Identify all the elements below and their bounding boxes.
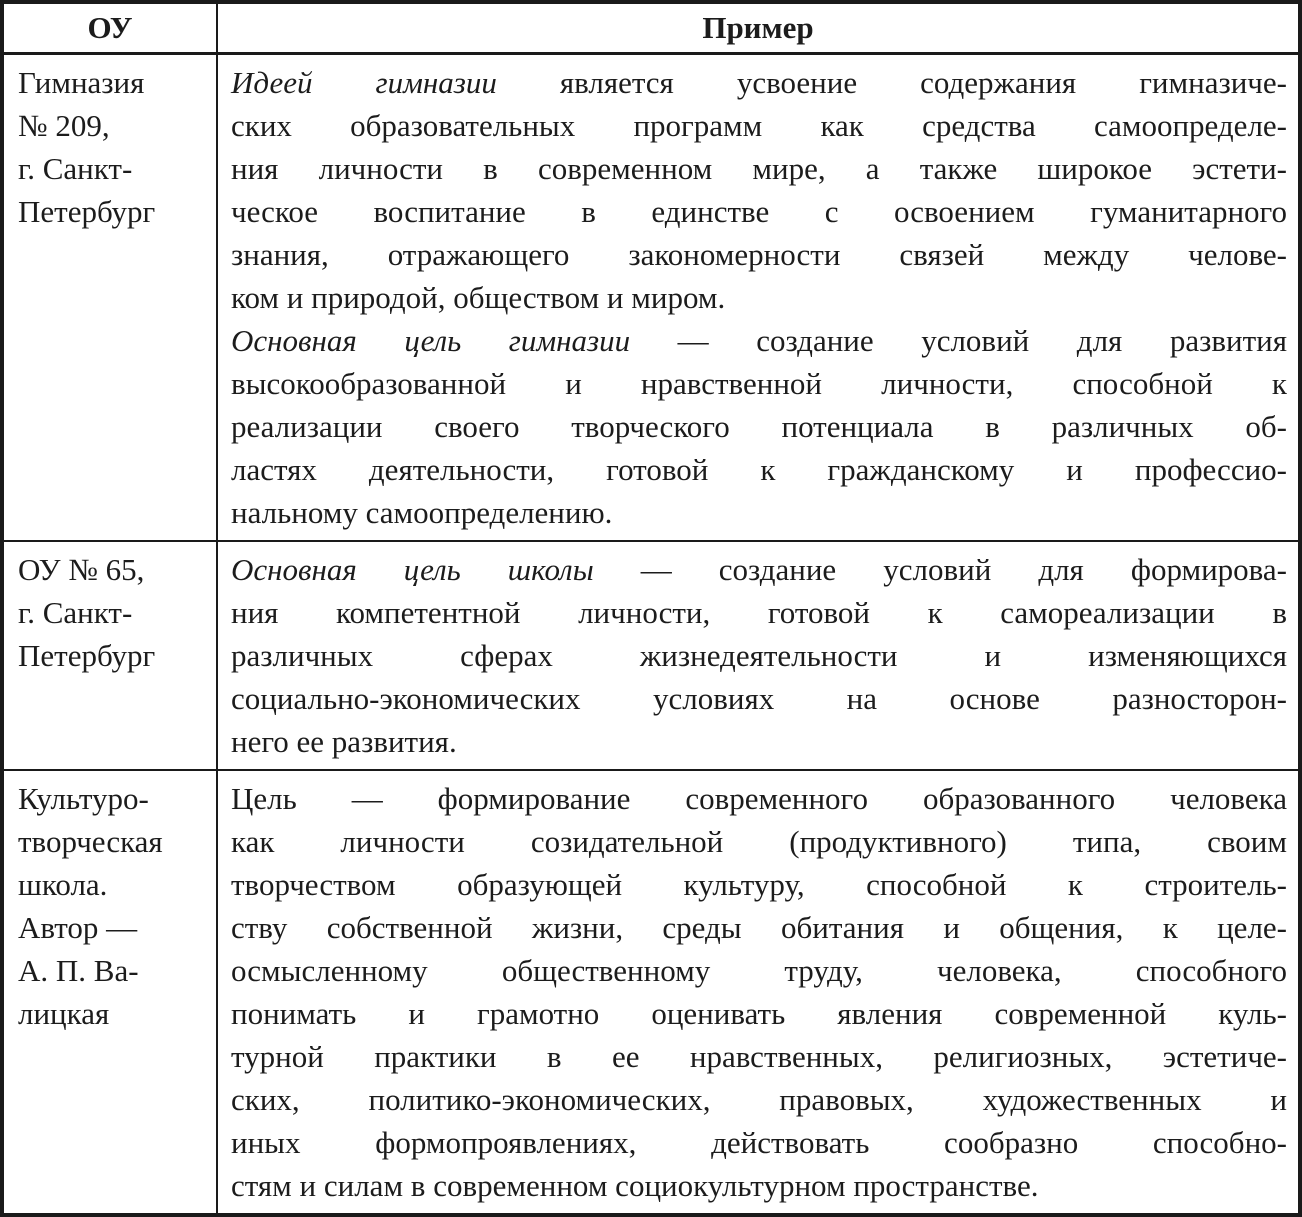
text-line <box>231 548 1287 591</box>
text-line: понимать и грамотно оценивать явления современной куль- <box>231 996 1287 1031</box>
text-line: турной практики в ее нравственных, религиозных, эстетиче- <box>231 1039 1287 1074</box>
institution-line: г. Санкт- <box>18 151 133 186</box>
institution-line: Петербург <box>18 638 156 673</box>
text-line: ния компетентной личности, готовой к самореализации в <box>231 595 1287 630</box>
institution-line: А. П. Ва- <box>18 953 139 988</box>
paragraph <box>231 548 1287 763</box>
line-text: — создание условий для формирова- <box>593 552 1287 587</box>
text-line: как личности созидательной (продуктивного) типа, своим <box>231 824 1287 859</box>
paragraph <box>231 319 1287 534</box>
line-text: — создание условий для развития <box>630 323 1287 358</box>
text-line: ству собственной жизни, среды обитания и общения, к целе- <box>231 910 1287 945</box>
text-line: стям и силам в современном социокультурном пространстве. <box>231 1168 1039 1203</box>
text-line: нальному самоопределению. <box>231 495 613 530</box>
italic-lead: Основная цель школы <box>231 552 594 587</box>
institution-line: школа. <box>18 867 108 902</box>
column-header-example: Пример <box>217 2 1300 54</box>
example-cell <box>217 770 1300 1215</box>
institution-cell <box>2 54 217 542</box>
text-line <box>231 319 1287 362</box>
institution-line: № 209, <box>18 108 110 143</box>
paragraph <box>231 777 1287 1207</box>
text-line: знания, отражающего закономерности связей между челове- <box>231 237 1287 272</box>
text-line: реализации своего творческого потенциала в различных об- <box>231 409 1287 444</box>
table-row <box>2 541 1300 770</box>
text-line: ластях деятельности, готовой к гражданскому и профессио- <box>231 452 1287 487</box>
example-cell <box>217 54 1300 542</box>
line-text: является усвоение содержания гимназиче- <box>496 65 1287 100</box>
institution-line: Гимназия <box>18 65 145 100</box>
italic-lead: Идеей гимназии <box>231 65 497 100</box>
text-line <box>231 61 1287 104</box>
institution-line: лицкая <box>18 996 110 1031</box>
text-line: творчеством образующей культуру, способной к строитель- <box>231 867 1287 902</box>
table-row <box>2 54 1300 542</box>
text-line: высокообразованной и нравственной личности, способной к <box>231 366 1287 401</box>
text-line: ческое воспитание в единстве с освоением гуманитарного <box>231 194 1287 229</box>
table-row <box>2 770 1300 1215</box>
institution-line: Культуро- <box>18 781 149 816</box>
text-line: социально-экономических условиях на основе разносторон- <box>231 681 1287 716</box>
institution-line: творческая <box>18 824 163 859</box>
text-line: ком и природой, обществом и миром. <box>231 280 726 315</box>
text-line: ния личности в современном мире, а также широкое эстети- <box>231 151 1287 186</box>
institution-cell <box>2 770 217 1215</box>
italic-lead: Основная цель гимназии <box>231 323 631 358</box>
institution-line: г. Санкт- <box>18 595 133 630</box>
column-header-ou: ОУ <box>2 2 217 54</box>
text-line: иных формопроявлениях, действовать сообразно способно- <box>231 1125 1287 1160</box>
institution-cell <box>2 541 217 770</box>
text-line: осмысленному общественному труду, человека, способного <box>231 953 1287 988</box>
header-row <box>2 2 1300 54</box>
text-line: него ее развития. <box>231 724 457 759</box>
example-cell <box>217 541 1300 770</box>
text-line: ских образовательных программ как средства самоопределе- <box>231 108 1287 143</box>
institution-line: Автор — <box>18 910 138 945</box>
text-line: различных сферах жизнедеятельности и изменяющихся <box>231 638 1287 673</box>
text-line: Цель — формирование современного образованного человека <box>231 781 1287 816</box>
institution-line: ОУ № 65, <box>18 552 145 587</box>
text-line: ских, политико-экономических, правовых, художественных и <box>231 1082 1287 1117</box>
paragraph <box>231 61 1287 319</box>
institution-line: Петербург <box>18 194 156 229</box>
